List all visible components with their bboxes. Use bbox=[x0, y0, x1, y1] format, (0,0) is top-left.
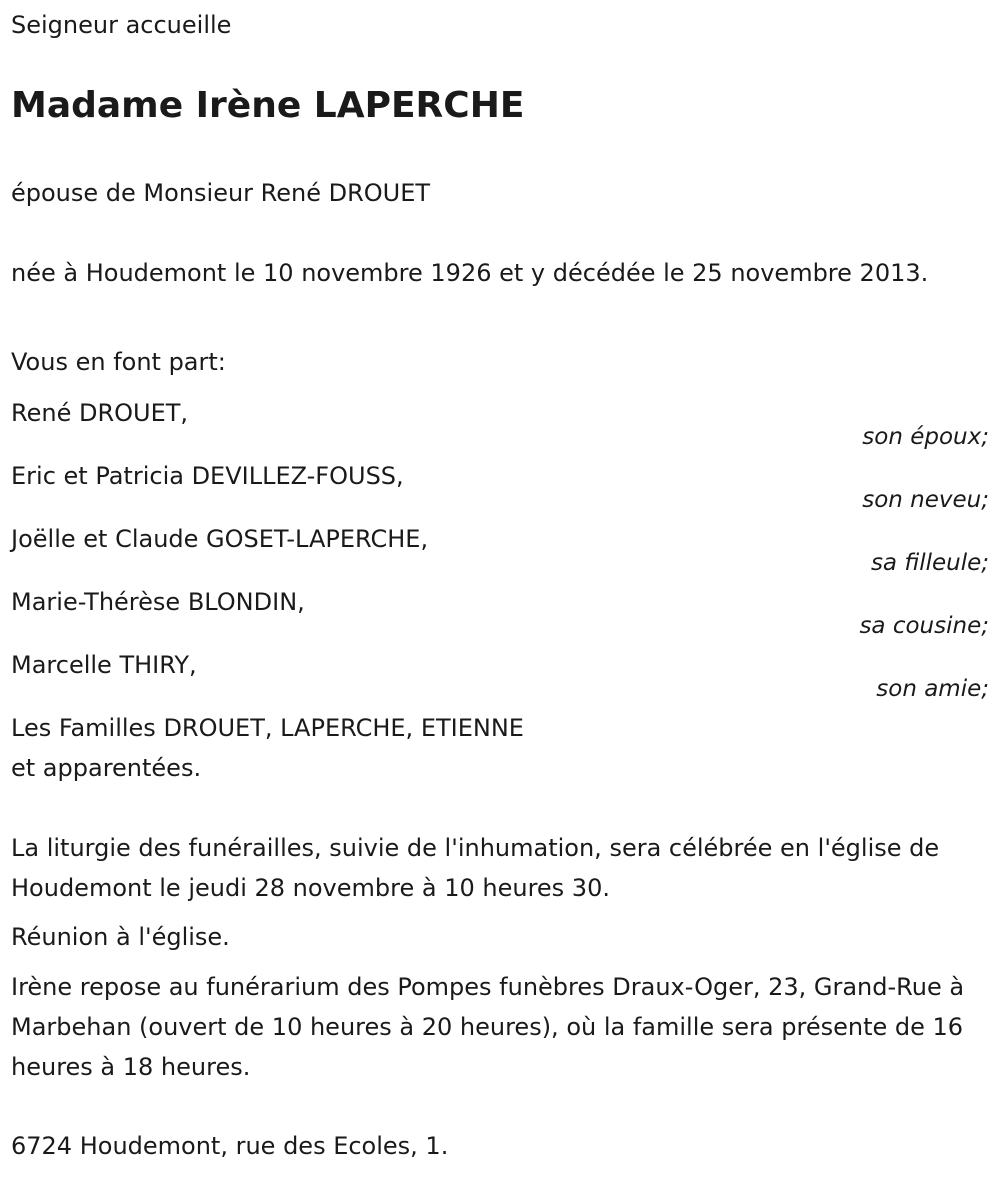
address-text: 6724 Houdemont, rue des Ecoles, 1. bbox=[11, 1132, 449, 1160]
family-member-role: son amie; bbox=[876, 676, 989, 702]
family-member-name: Eric et Patricia DEVILLEZ-FOUSS, bbox=[11, 462, 404, 490]
families-line-2: et apparentées. bbox=[11, 754, 202, 782]
birth-death-text: née à Houdemont le 10 novembre 1926 et y décédée le 25 novembre 2013. bbox=[11, 259, 929, 287]
ceremony-text: La liturgie des funérailles, suivie de l'inhumation, sera célébrée en l'église de Houdemont le jeudi 28 novembre à 10 heures 30. bbox=[11, 834, 940, 902]
spouse-line: épouse de Monsieur René DROUET bbox=[11, 179, 431, 207]
intro-text: Seigneur accueille bbox=[11, 11, 232, 39]
family-member-name: René DROUET, bbox=[11, 399, 189, 427]
family-member-role: sa cousine; bbox=[859, 613, 989, 639]
family-member-name: Marcelle THIRY, bbox=[11, 651, 197, 679]
families-line-1: Les Familles DROUET, LAPERCHE, ETIENNE bbox=[11, 714, 524, 742]
family-member-role: sa filleule; bbox=[870, 550, 989, 576]
family-member-role: son neveu; bbox=[862, 487, 989, 513]
family-member-name: Joëlle et Claude GOSET-LAPERCHE, bbox=[11, 525, 429, 553]
announcers-intro: Vous en font part: bbox=[11, 348, 226, 376]
visitation-text: Irène repose au funérarium des Pompes funèbres Draux-Oger, 23, Grand-Rue à Marbehan (ouvert de 10 heures à 20 heures), où la famille sera présente de 16 heures à 18 heures. bbox=[11, 973, 965, 1081]
family-member-name: Marie-Thérèse BLONDIN, bbox=[11, 588, 305, 616]
meeting-text: Réunion à l'église. bbox=[11, 923, 230, 951]
family-member-role: son époux; bbox=[862, 424, 989, 450]
deceased-name: Madame Irène LAPERCHE bbox=[11, 85, 525, 126]
